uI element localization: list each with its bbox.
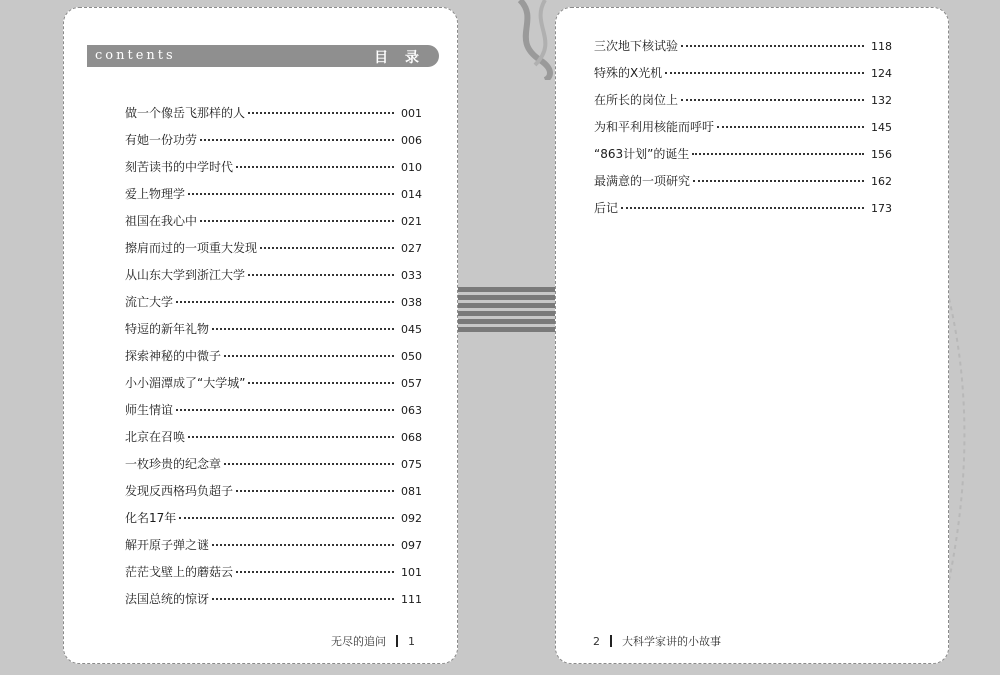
toc-entry[interactable] [594, 91, 892, 118]
toc-entry-page: 057 [401, 377, 422, 390]
toc-entry-title: 特逗的新年礼物 [125, 322, 210, 336]
toc-entry-page: 014 [401, 188, 422, 201]
toc-entry-page: 063 [401, 404, 422, 417]
toc-entry-page: 145 [871, 121, 892, 134]
toc-leader-dots [248, 274, 394, 276]
toc-entry-title: 化名17年 [125, 511, 177, 525]
toc-entry[interactable] [594, 118, 892, 145]
toc-entry[interactable] [125, 131, 422, 158]
toc-entry[interactable] [125, 428, 422, 455]
left-toc-list [125, 104, 422, 617]
toc-leader-dots [681, 99, 864, 101]
toc-leader-dots [200, 139, 394, 141]
toc-entry-title: 在所长的岗位上 [594, 93, 679, 107]
toc-entry-title: 解开原子弹之谜 [125, 538, 210, 552]
toc-entry[interactable] [125, 401, 422, 428]
toc-entry[interactable] [125, 374, 422, 401]
toc-entry[interactable] [125, 320, 422, 347]
left-page [63, 7, 458, 664]
toc-entry-title: 北京在召唤 [125, 430, 186, 444]
toc-leader-dots [248, 112, 394, 114]
toc-entry-page: 075 [401, 458, 422, 471]
toc-entry-page: 021 [401, 215, 422, 228]
toc-entry-title: 流亡大学 [125, 295, 174, 309]
toc-entry[interactable] [125, 239, 422, 266]
toc-entry-title: 特殊的X光机 [594, 66, 663, 80]
toc-entry-title: 茫茫戈壁上的蘑菇云 [125, 565, 234, 579]
toc-leader-dots [248, 382, 394, 384]
toc-entry[interactable] [594, 64, 892, 91]
toc-entry[interactable] [125, 293, 422, 320]
toc-leader-dots [681, 45, 864, 47]
toc-entry[interactable] [125, 212, 422, 239]
toc-entry-title: 擦肩而过的一项重大发现 [125, 241, 258, 255]
toc-leader-dots [236, 166, 394, 168]
toc-leader-dots [260, 247, 394, 249]
toc-entry-title: 为和平利用核能而呼吁 [594, 120, 715, 134]
toc-entry-page: 101 [401, 566, 422, 579]
toc-leader-dots [176, 409, 394, 411]
toc-entry[interactable] [125, 590, 422, 617]
toc-entry[interactable] [594, 37, 892, 64]
contents-header-bar [87, 45, 439, 67]
toc-entry-page: 124 [871, 67, 892, 80]
toc-leader-dots [176, 301, 394, 303]
toc-leader-dots [188, 436, 394, 438]
toc-entry[interactable] [125, 536, 422, 563]
contents-heading: contents [95, 48, 176, 63]
toc-entry-title: 做一个像岳飞那样的人 [125, 106, 246, 120]
toc-entry[interactable] [125, 104, 422, 131]
gutter-stripe [458, 303, 555, 308]
toc-entry-title: 三次地下核试验 [594, 39, 679, 53]
toc-leader-dots [224, 463, 394, 465]
toc-entry-page: 027 [401, 242, 422, 255]
toc-entry[interactable] [125, 347, 422, 374]
toc-leader-dots [212, 544, 394, 546]
gutter-stripes [458, 287, 555, 342]
toc-entry-title: 祖国在我心中 [125, 214, 198, 228]
toc-entry[interactable] [125, 185, 422, 212]
toc-entry[interactable] [125, 482, 422, 509]
mulu-heading: 目 录 [374, 50, 425, 66]
toc-entry-title: 一枚珍贵的纪念章 [125, 457, 222, 471]
left-page-footer [331, 633, 415, 649]
footer-series-title: 大科学家讲的小故事 [622, 635, 721, 648]
toc-entry-page: 081 [401, 485, 422, 498]
toc-leader-dots [621, 207, 864, 209]
toc-leader-dots [212, 328, 394, 330]
toc-entry-page: 162 [871, 175, 892, 188]
toc-entry-page: 050 [401, 350, 422, 363]
toc-entry-title: 后记 [594, 201, 619, 215]
toc-entry-title: 发现反西格玛负超子 [125, 484, 234, 498]
toc-entry[interactable] [125, 266, 422, 293]
toc-leader-dots [200, 220, 394, 222]
toc-entry[interactable] [125, 563, 422, 590]
toc-entry-page: 097 [401, 539, 422, 552]
toc-leader-dots [188, 193, 394, 195]
toc-entry-page: 006 [401, 134, 422, 147]
toc-entry-title: 法国总统的惊讶 [125, 592, 210, 606]
toc-entry-title: 探索神秘的中微子 [125, 349, 222, 363]
toc-entry-page: 033 [401, 269, 422, 282]
toc-entry-page: 156 [871, 148, 892, 161]
toc-entry[interactable] [125, 158, 422, 185]
toc-leader-dots [692, 153, 864, 155]
toc-entry-title: 爱上物理学 [125, 187, 186, 201]
toc-entry-page: 038 [401, 296, 422, 309]
toc-entry-page: 132 [871, 94, 892, 107]
toc-entry[interactable] [594, 199, 892, 226]
gutter-stripe [458, 319, 555, 324]
toc-entry-page: 118 [871, 40, 892, 53]
toc-entry[interactable] [594, 172, 892, 199]
right-toc-list [594, 37, 892, 226]
toc-entry-title: 师生情谊 [125, 403, 174, 417]
toc-entry-page: 068 [401, 431, 422, 444]
toc-entry-title: 小小湄潭成了“大学城” [125, 376, 246, 390]
toc-leader-dots [693, 180, 864, 182]
toc-entry-page: 001 [401, 107, 422, 120]
toc-entry-title: “863计划”的诞生 [594, 147, 690, 161]
toc-entry[interactable] [125, 455, 422, 482]
toc-entry-page: 111 [401, 593, 422, 606]
gutter-stripe [458, 295, 555, 300]
toc-entry-title: 从山东大学到浙江大学 [125, 268, 246, 282]
toc-leader-dots [212, 598, 394, 600]
footer-page-number: 2 [593, 634, 600, 648]
toc-entry-title: 最满意的一项研究 [594, 174, 691, 188]
toc-leader-dots [236, 571, 394, 573]
right-page-footer [593, 633, 721, 649]
toc-leader-dots [236, 490, 394, 492]
gutter-stripe [458, 311, 555, 316]
toc-entry-page: 092 [401, 512, 422, 525]
toc-entry-page: 010 [401, 161, 422, 174]
toc-leader-dots [179, 517, 394, 519]
gutter-stripe [458, 287, 555, 292]
toc-entry[interactable] [125, 509, 422, 536]
toc-entry-title: 刻苦读书的中学时代 [125, 160, 234, 174]
toc-leader-dots [665, 72, 864, 74]
footer-separator [610, 635, 612, 647]
right-page [555, 7, 949, 664]
footer-page-number: 1 [408, 634, 415, 648]
footer-book-title: 无尽的追问 [331, 635, 386, 648]
toc-leader-dots [717, 126, 864, 128]
toc-entry-page: 045 [401, 323, 422, 336]
toc-entry-page: 173 [871, 202, 892, 215]
gutter-stripe [458, 327, 555, 332]
toc-leader-dots [224, 355, 394, 357]
toc-entry-title: 有她一份功劳 [125, 133, 198, 147]
footer-separator [396, 635, 398, 647]
toc-entry[interactable] [594, 145, 892, 172]
